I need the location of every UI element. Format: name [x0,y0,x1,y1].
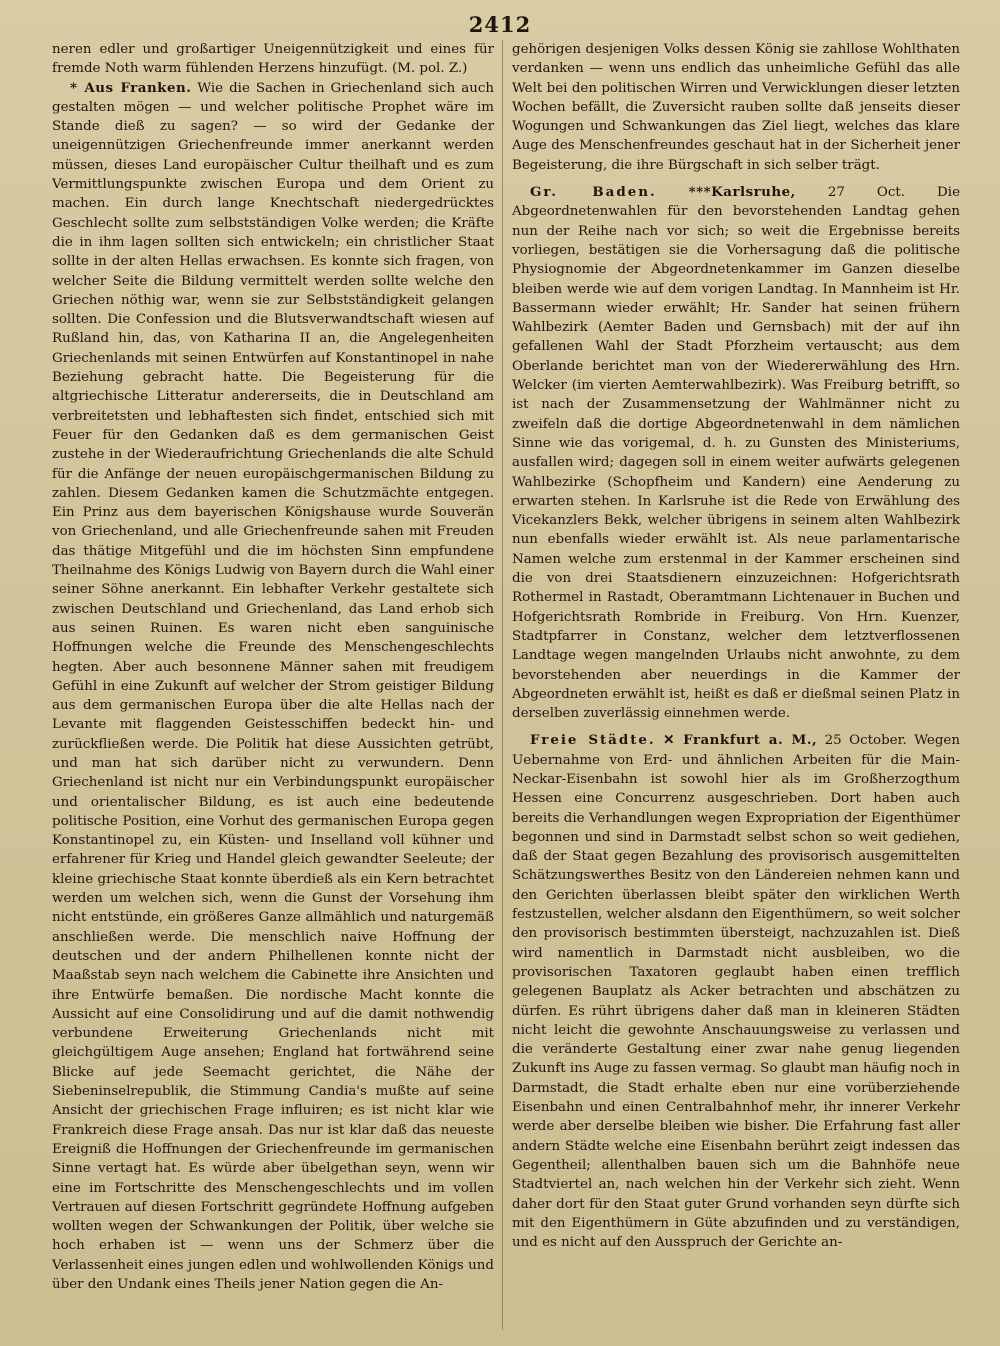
frankfurt-article [512,731,960,1252]
franken-body: Wie die Sachen in Griechenland sich auch gestalten mögen — und welcher politische Prophet wäre im Stande dieß zu sagen? — so wird der Gedanke der uneigennützigen Griechenfreunde immer anerkannt werden müssen, dieses Land europäischer Cultur theilhaft und es zum Vermittlungspunkte zwischen Europa und dem Orient zu machen. Ein durch lange Knechtschaft niedergedrücktes Geschlecht sollte zum selbstständigen Volke werden; die Kräfte die in ihm lagen sollten sich entwickeln; ein christlicher Staat sollte in der alten Hellas erwachsen. Es konnte sich fragen, von welcher Seite die Bildung vermittelt werden sollte welche den Griechen nöthig war, wenn sie zur Selbstständigkeit gelangen sollten. Die Confession und die Blutsverwandtschaft wiesen auf Rußland hin, das, von Katharina II an, die Angelegenheiten Griechenlands mit seinen Entwürfen auf Konstantinopel in nahe Beziehung gebracht hatte. Die Begeisterung für die altgriechische Litteratur andererseits, die in Deutschland am verbreitetsten und lebhaftesten sich findet, entschied sich mit Feuer für den Gedanken daß es dem germanischen Geist zustehe in der Wiederaufrichtung Griechenlands die alte Schuld für die Anfänge der neuen europäischgermanischen Bildung zu zahlen. Diesem Gedanken kamen die Schutzmächte entgegen. Ein Prinz aus dem bayerischen Königshause wurde Souverän von Griechenland, und alle Griechenfreunde sahen mit Freuden das thätige Mitgefühl und die im höchsten Sinn empfundene Theilnahme des Königs Ludwig von Bayern durch die Wahl einer seiner Söhne anerkannt. Ein lebhafter Verkehr gestaltete sich zwischen Deutschland und Griechenland, das Land erhob sich aus seinen Ruinen. Es waren nicht eben sanguinische Hoffnungen welche die Freunde des Menschengeschlechts hegten. Aber auch besonnene Männer sahen mit freudigem Gefühl in eine Zukunft auf welcher der Strom geistiger Bildung aus dem germanischen Europa über die alte Hellas nach der Levante mit flaggenden Geistesschiffen bedeckt hin- und zurückfließen werde. Die Politik hat diese Aussichten getrübt, und man hat sich darüber nicht zu verwundern. Denn Griechenland ist nicht nur ein Verbindungspunkt europäischer und orientalischer Bildung, es ist auch eine bedeutende politische Position, eine Vorhut des germanischen Europa gegen Konstantinopel zu, ein Küsten- und Inselland voll kühner und erfahrener für Krieg und Handel gleich gewandter Seeleute; der kleine griechische Staat konnte überdieß als ein Kern betrachtet werden um welchen sich, wenn die Gunst der Vorsehung ihm nicht entstünde, ein größeres Ganze allmählich und naturgemäß anschließen werde. Die menschlich naive Hoffnung der deutschen und der andern Philhellenen konnte nicht der Maaßstab seyn nach welchem die Cabinette ihre Ansichten und ihre Entwürfe bemaßen. Die nordische Macht konnte die Aussicht auf eine Consolidirung und auf die damit nothwendig verbundene Erweiterung Griechenlands nicht mit gleichgültigem Auge ansehen; England hat fortwährend seine Blicke auf jede Seemacht gerichtet, die Nähe der Siebeninselrepublik, die Stimmung Candia's mußte auf seine Ansicht der griechischen Frage influiren; es ist nicht klar wie Frankreich diese Frage ansah. Das nur ist klar daß das neueste Ereigniß die Hoffnungen der Griechenfreunde im germanischen Sinne vertagt hat. Es würde aber übelgethan seyn, wenn wir eine im Fortschritte des Menschengeschlechts und im vollen Vertrauen auf diesen Fortschritt gegründete Hoffnung aufgeben wollten wegen der Schwankungen der Politik, über welche sie hoch erhaben ist — wenn uns der Schmerz über die Verlassenheit eines jungen edlen und wohlwollenden Königs und über den Undank eines Theils jener Nation gegen die An- [52,80,494,1292]
frankfurt-date: 25 October. [824,733,907,749]
page-number: 2412 [468,12,532,37]
spacer [512,723,960,731]
frankfurt-dateline: ✕ Frankfurt a. M., [663,732,818,749]
baden-dateline: ***Karlsruhe, [688,184,796,201]
baden-section-head: Gr. Baden. [530,184,657,201]
left-column [52,40,494,1335]
column-divider [502,40,503,1330]
baden-article [512,183,960,723]
baden-body: Die Abgeordnetenwahlen für den bevorstehenden Landtag gehen nun der Reihe nach vor sich; so weit die Ergebnisse bereits vorliegen, bestätigen sie die Vorhersagung daß die politische Physiognomie der Abgeordnetenkammer im Ganzen dieselbe bleiben werde wie auf dem vorigen Landtag. In Mannheim ist Hr. Bassermann wieder erwählt; Hr. Sander hat seinen frühern Wahlbezirk (Aemter Baden und Gernsbach) mit der auf ihn gefallenen Wahl der Stadt Pforzheim vertauscht; aus dem Oberlande berichtet man von der Wiedererwählung des Hrn. Welcker (im vierten Aemterwahlbezirk). Was Freiburg betrifft, so ist nach der Zusammensetzung der Wahlmänner nicht zu zweifeln daß die dortige Abgeordnetenwahl in dem nämlichen Sinne wie das vorigemal, d. h. zu Gunsten des Ministeriums, ausfallen wird; dagegen soll in einem weiter aufwärts gelegenen Wahlbezirke (Schopfheim und Kandern) eine Aenderung zu erwarten stehen. In Karlsruhe ist die Rede von Erwählung des Vicekanzlers Bekk, welcher übrigens in seinem alten Wahlbezirk nun ebenfalls wieder erwählt ist. Als neue parlamentarische Namen welche zum erstenmal in der Kammer erscheinen sind die von drei Staatsdienern einzuzeichnen: Hofgerichtsrath Rothermel in Rastadt, Oberamtmann Lichtenauer in Buchen und Hofgerichtsrath Rombride in Freiburg. Von Hrn. Kuenzer, Stadtpfarrer in Constanz, welcher dem letztverflossenen Landtage wegen mangelnden Urlaubs nicht anwohnte, zu dem bevorstehenden aber neuerdings in die Kammer der Abgeordneten erwählt ist, heißt es daß er dießmal seinen Platz in derselben zuverlässig einnehmen werde. [512,185,960,722]
frankfurt-section-head: Freie Städte. [530,732,656,749]
spacer [512,175,960,183]
right-column [512,40,960,1335]
frankfurt-body: Wegen Uebernahme von Erd- und ähnlichen Arbeiten für die Main-Neckar-Eisenbahn ist sowohl hier als im Großherzogthum Hessen eine Concurrenz ausgeschrieben. Dort haben auch bereits die Verhandlungen wegen Expropriation der Eigenthümer begonnen und sind in Darmstadt selbst schon so weit gediehen, daß der Staat gegen Bezahlung des provisorisch ausgemittelten Schätzungswerthes Besitz von den Ländereien nehmen kann und den Gerichten überlassen bleibt später den wirklichen Werth festzustellen, welcher alsdann den Eigenthümern, so weit solcher den provisorisch bestimmten übersteigt, nachzuzahlen ist. Dieß wird namentlich in Darmstadt nicht ausbleiben, wo die provisorischen Taxatoren geglaubt haben einen trefflich gelegenen Bauplatz als Acker betrachten und abschätzen zu dürfen. Es rührt übrigens daher daß man in kleineren Städten nicht leicht die gewohnte Anschauungsweise zu verlassen und die veränderte Gestaltung einer zwar nahe genug liegenden Zukunft ins Auge zu fassen vermag. So glaubt man häufig noch in Darmstadt, die Stadt erhalte eben nur eine vorüberziehende Eisenbahn und einen Centralbahnhof mehr, ihr innerer Verkehr werde aber derselbe bleiben wie bisher. Die Erfahrung fast aller andern Städte welche eine Eisenbahn berührt zeigt indessen das Gegentheil; allenthalben bauen sich um die Bahnhöfe neue Stadtviertel an, nach welchen hin der Verkehr sich zieht. Wenn daher dort für den Staat guter Grund vorhanden seyn dürfte sich mit den Eigenthümern in Güte abzufinden und zu verständigen, und es nicht auf den Ausspruch der Gerichte an- [512,733,960,1251]
franken-dateline: * Aus Franken. [70,79,192,96]
baden-date: 27 Oct. [827,185,906,201]
franken-article [52,79,494,1295]
intro-paragraph: neren edler und großartiger Uneigennützigkeit und eines für fremde Noth warm fühlenden Herzens hinzufügt. (M. pol. Z.) [52,42,494,77]
continuation-paragraph: gehörigen desjenigen Volks dessen König sie zahllose Wohlthaten verdanken — wenn uns endlich das unheimliche Gefühl das alle Welt bei den politischen Wirren und Verwicklungen dieser letzten Wochen befällt, die Zuversicht rauben sollte daß jenseits dieser Wogungen und Schwankungen das Ziel liegt, welches das klare Auge des Menschenfreundes geschaut hat in der Sicherheit jener Begeisterung, die ihre Bürgschaft in sich selber trägt. [512,42,960,173]
